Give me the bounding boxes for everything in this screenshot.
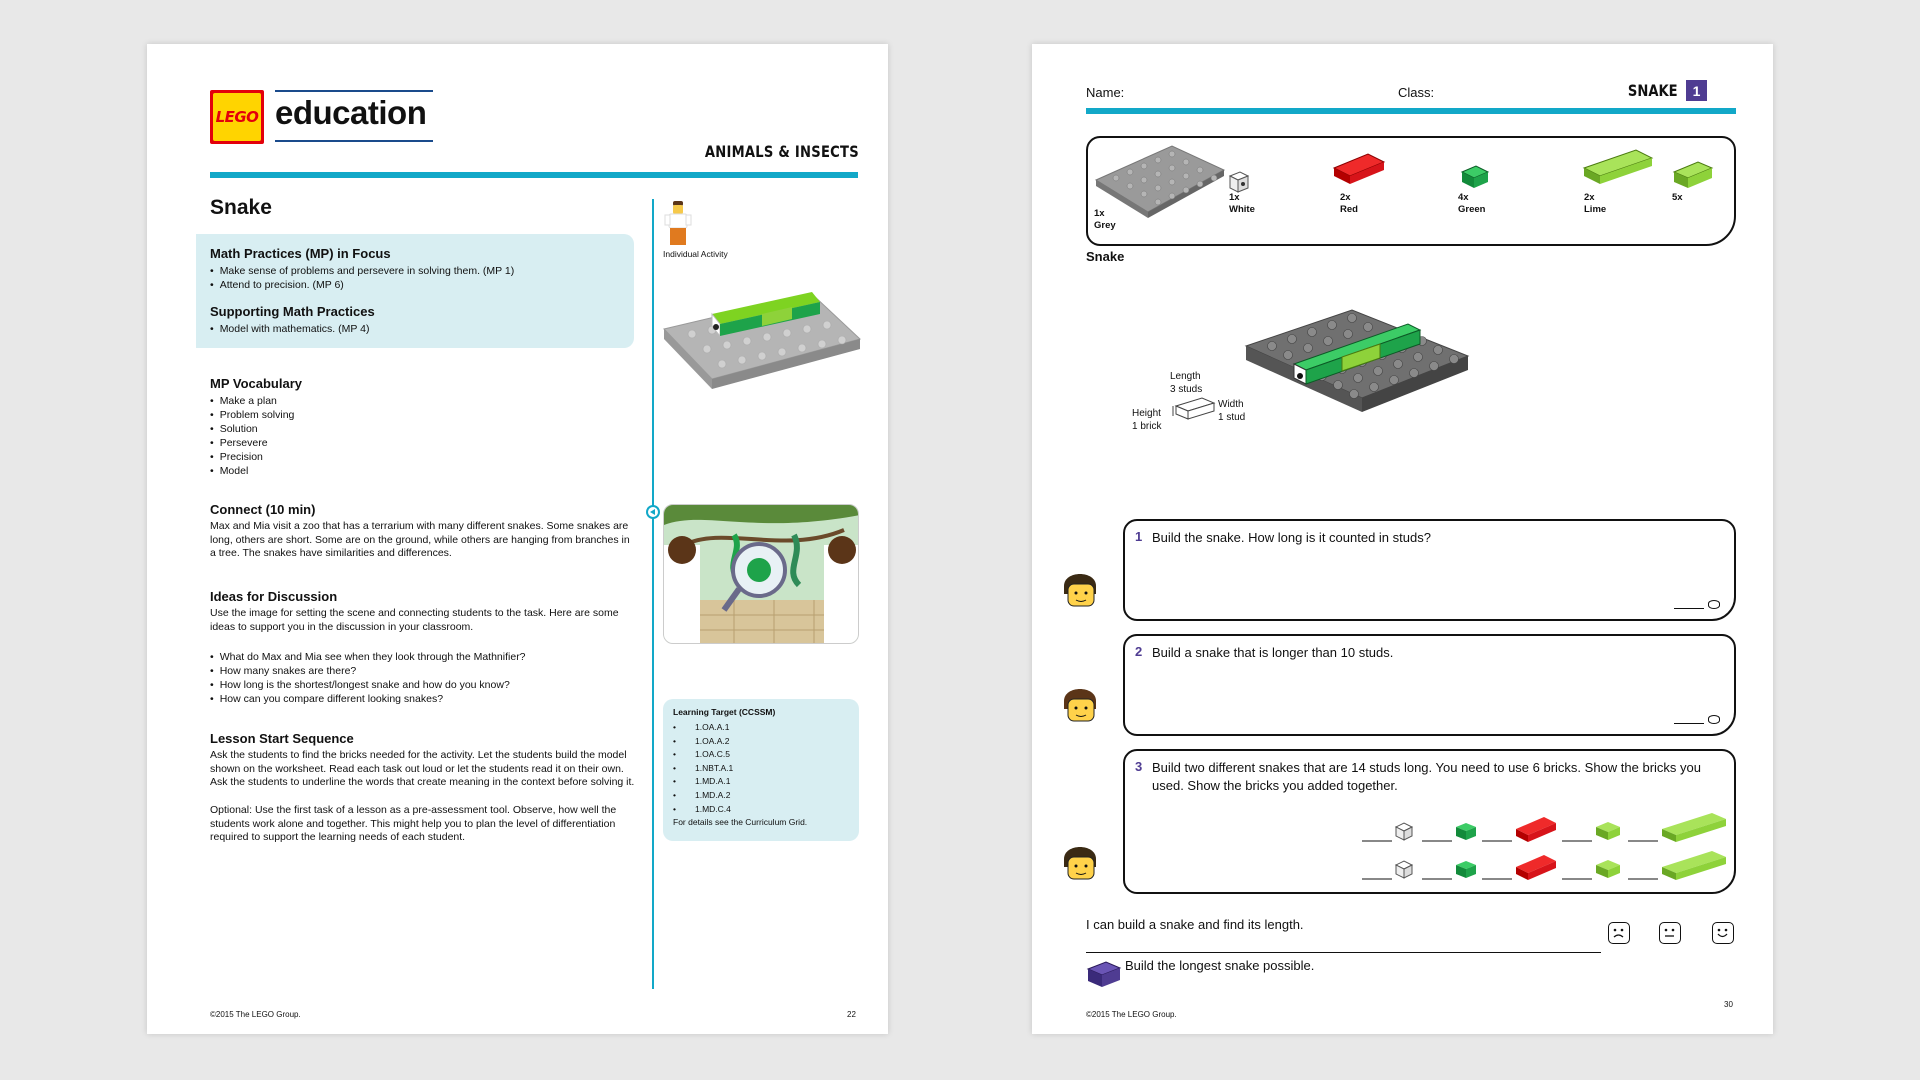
question-number: 1 — [1135, 529, 1143, 544]
question-2-box — [1123, 634, 1736, 736]
learning-target-footer: For details see the Curriculum Grid. — [673, 817, 808, 828]
class-label: Class: — [1398, 85, 1435, 100]
brick-label-green: 4x Green — [1458, 192, 1486, 215]
minifig-face-icon — [1056, 839, 1104, 887]
question-text: Build two different snakes that are 14 studs long. You need to use 6 bricks. Show the bricks you used. Show the bricks you added together. — [1152, 760, 1701, 793]
mp-heading: Math Practices (MP) in Focus — [210, 246, 391, 261]
student-worksheet-page — [1032, 44, 1773, 1034]
list-item: • Problem solving — [210, 408, 294, 422]
happy-face-icon[interactable] — [1712, 922, 1734, 944]
learning-target-title: Learning Target (CCSSM) — [673, 707, 776, 717]
name-label: Name: — [1086, 85, 1125, 100]
lesson-title: Snake — [210, 196, 272, 219]
list-item: • 1.OA.A.1 — [673, 721, 849, 735]
brick-answer-rows[interactable] — [1360, 813, 1730, 883]
brick-label-white: 1x White — [1229, 192, 1255, 215]
lego-logo — [210, 90, 264, 144]
question-number: 2 — [1135, 644, 1143, 659]
brick-label-lime: 2x Lime — [1584, 192, 1607, 215]
question-text: Build a snake that is longer than 10 studs. — [1152, 645, 1394, 660]
vocabulary-list — [210, 394, 294, 478]
list-item: • Model with mathematics. (MP 4) — [210, 322, 369, 336]
question-number: 3 — [1135, 759, 1143, 774]
list-item: • Attend to precision. (MP 6) — [210, 278, 514, 292]
list-item: • Persevere — [210, 436, 294, 450]
height-label: Height 1 brick — [1132, 408, 1162, 432]
width-label: Width 1 stud — [1218, 399, 1246, 423]
worksheet-title: SNAKE — [1628, 81, 1678, 100]
stud-icon — [1708, 715, 1720, 724]
column-divider — [652, 199, 654, 989]
list-item: • Solution — [210, 422, 294, 436]
sad-face-icon[interactable] — [1608, 922, 1630, 944]
self-assessment-rule — [1086, 952, 1601, 953]
discussion-text: Use the image for setting the scene and connecting students to the task. Here are some ideas to support you in the discussion in your classroom. — [210, 607, 619, 633]
lego-logo-text: LEGO — [215, 108, 259, 126]
lesson-start-optional: Optional: Use the first task of a lesson as a pre-assessment tool. Observe, how well the students work alone and together. This might help you to plan the level of differentiation required to support the learning needs of each student. — [210, 804, 617, 844]
brick-label-lime-small: 5x — [1672, 192, 1683, 203]
brand-wordmark: education — [275, 94, 427, 131]
zoo-illustration — [663, 504, 859, 644]
play-icon[interactable] — [646, 505, 660, 519]
white-brick-icon — [1228, 168, 1250, 194]
list-item: • Model — [210, 464, 294, 478]
purple-brick-icon — [1086, 959, 1122, 989]
supporting-heading: Supporting Math Practices — [210, 304, 375, 319]
list-item: • What do Max and Mia see when they look through the Mathnifier? — [210, 650, 526, 664]
worksheet-header — [1617, 80, 1707, 101]
list-item: • 1.OA.C.5 — [673, 748, 849, 762]
copyright: ©2015 The LEGO Group. — [210, 1010, 301, 1019]
brick-label-red: 2x Red — [1340, 192, 1358, 215]
minifig-face-icon — [1056, 566, 1104, 614]
lesson-start-heading: Lesson Start Sequence — [210, 731, 354, 746]
brand-rule-top — [275, 90, 433, 92]
answer-field[interactable] — [1674, 715, 1720, 724]
connect-heading: Connect (10 min) — [210, 502, 316, 517]
list-item: • 1.MD.A.1 — [673, 775, 849, 789]
lime-brick-icon — [1582, 148, 1654, 186]
green-brick-icon — [1460, 162, 1490, 190]
list-item: • Precision — [210, 450, 294, 464]
list-item: • 1.MD.A.2 — [673, 789, 849, 803]
list-item: • Make sense of problems and persevere in solving them. (MP 1) — [210, 264, 514, 278]
activity-caption: Individual Activity — [663, 249, 728, 259]
snake-model-image — [662, 284, 862, 394]
discussion-heading: Ideas for Discussion — [210, 589, 338, 604]
list-item: • 1.NBT.A.1 — [673, 762, 849, 776]
neutral-face-icon[interactable] — [1659, 922, 1681, 944]
brick-inventory-box — [1086, 136, 1736, 246]
supporting-list — [210, 322, 369, 336]
header-bar — [1086, 108, 1736, 114]
brick-label-grey: 1x Grey — [1094, 208, 1116, 231]
worksheet-number-badge: 1 — [1686, 80, 1707, 101]
discussion-list — [210, 650, 526, 706]
vocabulary-heading: MP Vocabulary — [210, 376, 302, 391]
minifig-face-icon — [1056, 681, 1104, 729]
page-number: 22 — [847, 1010, 856, 1019]
learning-target-box — [663, 699, 859, 841]
question-text: Build the snake. How long is it counted in studs? — [1152, 530, 1431, 545]
mp-list — [210, 264, 514, 292]
dimension-brick-icon — [1172, 394, 1218, 422]
question-1-box — [1123, 519, 1736, 621]
self-assessment-text: I can build a snake and find its length. — [1086, 917, 1304, 932]
list-item: • 1.OA.A.2 — [673, 735, 849, 749]
list-item: • How can you compare different looking snakes? — [210, 692, 526, 706]
answer-field[interactable] — [1674, 600, 1720, 609]
length-label: Length 3 studs — [1170, 371, 1203, 395]
page-number: 30 — [1724, 1000, 1733, 1009]
snake-model-diagram — [1242, 306, 1472, 436]
teacher-guide-page — [147, 44, 888, 1034]
model-title: Snake — [1086, 249, 1125, 264]
lime-small-brick-icon — [1672, 160, 1714, 190]
list-item: • Make a plan — [210, 394, 294, 408]
brand-rule-bottom — [275, 140, 433, 142]
list-item: • How long is the shortest/longest snake and how do you know? — [210, 678, 526, 692]
category-label: ANIMALS & INSECTS — [704, 142, 859, 161]
minifig-icon — [663, 199, 693, 247]
stud-icon — [1708, 600, 1720, 609]
lesson-start-text: Ask the students to find the bricks needed for the activity. Let the students build the model shown on the worksheet. Read each task out loud or let the students read it on their own. Ask the students to underline the words that create meaning in the context before solving it. — [210, 749, 635, 789]
red-brick-icon — [1332, 152, 1386, 186]
list-item: • How many snakes are there? — [210, 664, 526, 678]
copyright: ©2015 The LEGO Group. — [1086, 1010, 1177, 1019]
connect-text: Max and Mia visit a zoo that has a terrarium with many different snakes. Some snakes are long, others are short. Some are on the ground, while others are hanging from branches in a tree. The snakes have similarities and differences. — [210, 520, 630, 560]
question-3-box — [1123, 749, 1736, 894]
header-bar — [210, 172, 858, 178]
bonus-task-text: Build the longest snake possible. — [1125, 958, 1315, 973]
math-practices-box — [196, 234, 634, 348]
list-item: • 1.MD.C.4 — [673, 803, 849, 817]
